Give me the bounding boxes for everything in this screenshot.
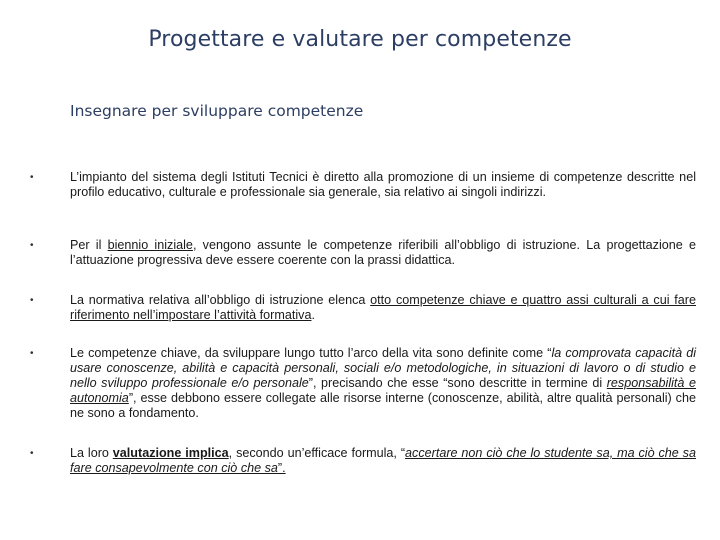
bullet-text-segment: responsabilità e autonomia bbox=[70, 376, 696, 405]
bullet-text bbox=[70, 446, 696, 476]
bullet-text-segment: accertare non ciò che lo studente sa, ma ciò che sa fare consapevolmente con ciò che sa bbox=[70, 446, 696, 475]
bullet-text-segment: ”. bbox=[277, 461, 286, 475]
bullet-text-segment: la comprovata capacità di usare conoscenze, abilità e capacità personali, sociali e/o metodologiche, in situazioni di lavoro o di studio e nello sviluppo professionale e/o personale bbox=[70, 346, 696, 390]
bullet-text-segment: L’impianto del sistema degli Istituti Tecnici è diretto alla promozione di un insieme di competenze descritte nel profilo educativo, culturale e professionale sia generale, sia relativo ai singoli indirizzi. bbox=[70, 170, 696, 199]
bullet-text bbox=[70, 170, 696, 200]
bullet-text bbox=[70, 346, 696, 421]
bullet-text-segment: otto competenze chiave e quattro assi culturali a cui fare riferimento nell’impostare l’attività formativa bbox=[70, 293, 696, 322]
bullet-text-segment: Le competenze chiave, da sviluppare lungo tutto l’arco della vita sono definite come “ bbox=[70, 346, 552, 360]
bullet-marker: • bbox=[30, 240, 34, 251]
bullet-marker: • bbox=[30, 172, 34, 183]
slide-subtitle: Insegnare per sviluppare competenze bbox=[70, 102, 364, 120]
bullet-text-segment: . bbox=[311, 308, 315, 322]
bullet-text-segment: , secondo un’efficace formula, “ bbox=[228, 446, 406, 460]
bullet-marker: • bbox=[30, 295, 34, 306]
bullet-marker: • bbox=[30, 348, 34, 359]
bullet-text-segment: La normativa relativa all’obbligo di istruzione elenca bbox=[70, 293, 371, 307]
bullet-text bbox=[70, 238, 696, 268]
bullet-text-segment: valutazione implica bbox=[112, 446, 229, 460]
bullet-text bbox=[70, 293, 696, 323]
bullet-text-segment: , vengono assunte le competenze riferibili all’obbligo di istruzione. La progettazione e l’attuazione progressiva deve essere coerente con la prassi didattica. bbox=[70, 238, 696, 267]
bullet-text-segment: La loro bbox=[70, 446, 113, 460]
bullet-text-segment: Per il bbox=[70, 238, 108, 252]
bullet-text-segment: ”, esse debbono essere collegate alle risorse interne (conoscenze, abilità, altre qualità personali) che ne sono a fondamento. bbox=[70, 391, 696, 420]
bullet-text-segment: ”, precisando che esse “sono descritte in termine di bbox=[308, 376, 607, 390]
bullet-marker: • bbox=[30, 448, 34, 459]
bullet-text-segment: biennio iniziale bbox=[107, 238, 193, 252]
slide-title: Progettare e valutare per competenze bbox=[148, 27, 572, 52]
